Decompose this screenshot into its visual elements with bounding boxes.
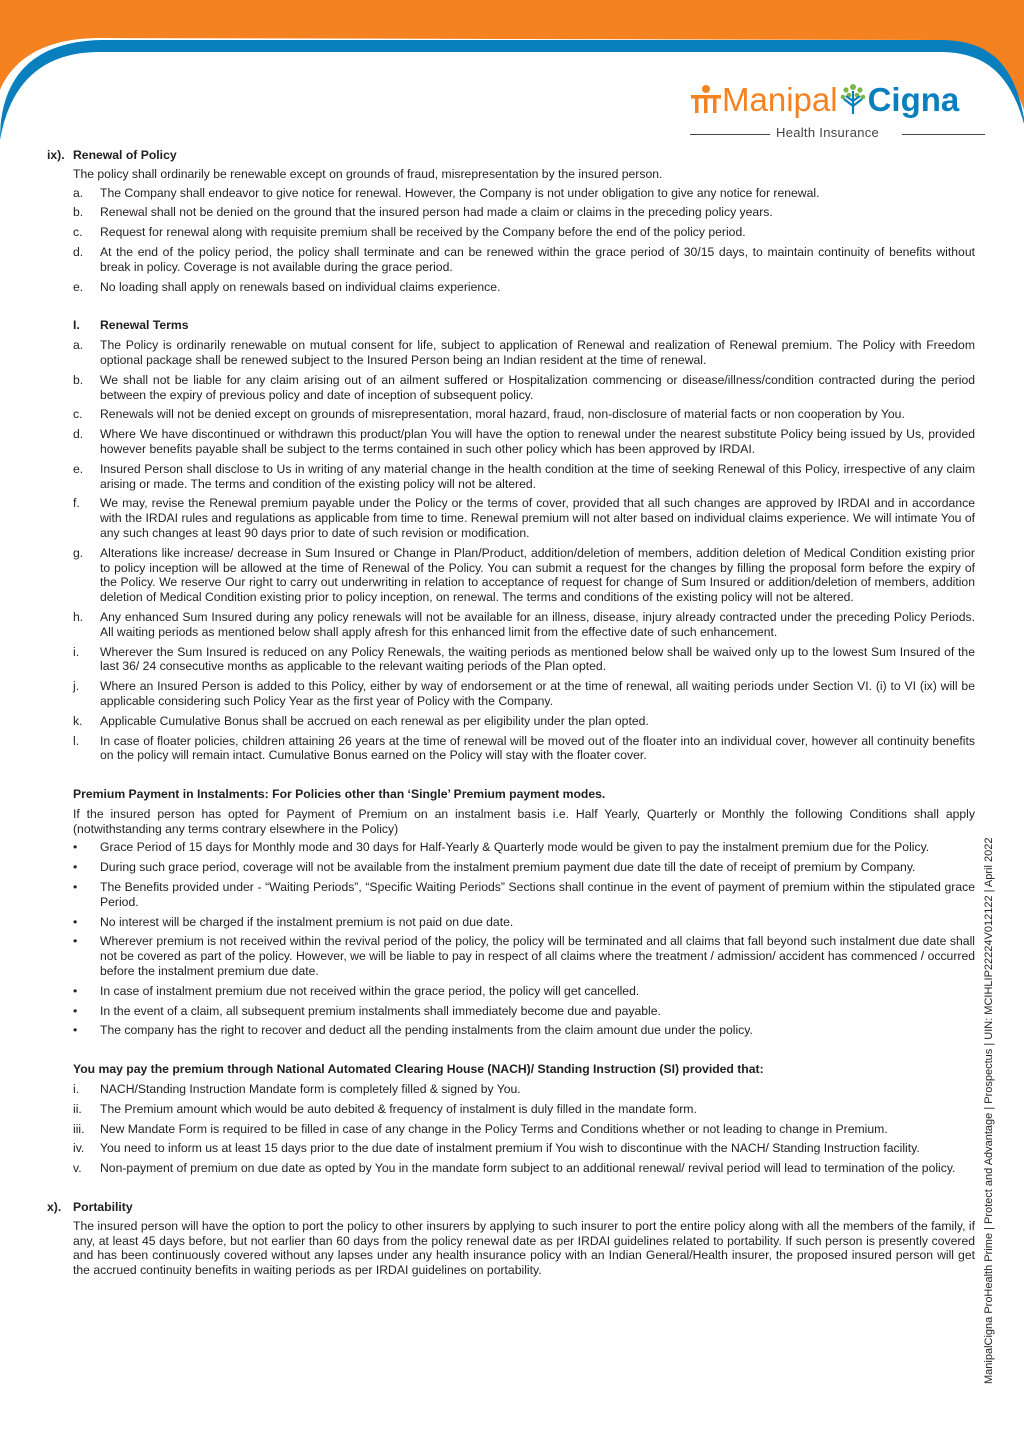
list-text: You need to inform us at least 15 days prior to the due date of instalment premium if You wish to discontinue with the NACH/ Standing Instruction facility. — [100, 1141, 920, 1156]
list-marker: • — [73, 983, 78, 998]
list-marker: b. — [73, 372, 84, 387]
list-marker: b. — [73, 205, 84, 220]
list-item — [47, 462, 975, 492]
list-marker: c. — [73, 407, 83, 422]
list-item — [47, 225, 975, 240]
list-text: The Policy is ordinarily renewable on mutual consent for life, subject to application of Renewal and realization of Renewal premium. The Policy with Freedom optional package shall be renewed subject to the Insured Person being an Indian resident at the time of renewal. — [100, 338, 975, 367]
list-marker: • — [73, 1023, 78, 1038]
section-title: Renewal of Policy — [73, 148, 177, 162]
list-item — [47, 714, 975, 729]
list-marker: i. — [73, 644, 80, 659]
list-text: Any enhanced Sum Insured during any policy renewals will not be available for an illness, disease, injury already contracted under the preceding Policy Periods. All waiting periods as mentioned below shall apply afresh for this enhanced limit from the effective date of such enhancement. — [100, 609, 975, 639]
list-item — [47, 934, 975, 978]
cigna-tree-icon — [840, 81, 866, 115]
list-item — [47, 1082, 975, 1097]
list-marker: h. — [73, 609, 84, 624]
list-text: During such grace period, coverage will not be available from the instalment premium payment due date till the date of receipt of premium by Company. — [100, 860, 916, 875]
list-text: NACH/Standing Instruction Mandate form is completely filled & signed by You. — [100, 1082, 521, 1097]
list-text: New Mandate Form is required to be filled in case of any change in the Policy Terms and Conditions whether or not leading to change in Premium. — [100, 1121, 888, 1136]
side-document-reference: ManipalCigna ProHealth Prime | Protect and Advantage | Prospectus | UIN: MCIHLIP22224V012122 | April 2022 — [983, 837, 995, 1384]
renewal-heading — [47, 148, 975, 163]
instalments-list — [47, 840, 975, 1038]
brand-logo — [690, 78, 990, 142]
brand-tagline: Health Insurance — [776, 125, 880, 140]
instalments-intro: If the insured person has opted for Payment of Premium on an instalment basis i.e. Half Yearly, Quarterly or Monthly the following Conditions shall apply (notwithstanding any terms contrary elsewhere in the Policy) — [73, 806, 975, 836]
list-text: Wherever the Sum Insured is reduced on any Policy Renewals, the waiting periods as mentioned below shall be waived only up to the lowest Sum Insured of the last 36/ 24 consecutive months as applicable to the relevant waiting periods of the Plan opted. — [100, 644, 975, 674]
list-text: Renewal shall not be denied on the ground that the insured person had made a claim or claims in the preceding policy years. — [100, 205, 773, 220]
list-marker: • — [73, 880, 78, 895]
list-marker: a. — [73, 338, 84, 353]
list-item — [47, 840, 975, 855]
list-text: The Company shall endeavor to give notice for renewal. However, the Company is not under obligation to give any notice for renewal. — [100, 185, 820, 200]
list-marker: ii. — [73, 1101, 82, 1116]
list-marker: • — [73, 934, 78, 949]
list-item — [47, 610, 975, 640]
list-marker: g. — [73, 545, 84, 560]
section-number: x). — [47, 1200, 62, 1215]
list-item — [47, 427, 975, 457]
list-marker: • — [73, 860, 78, 875]
list-text: At the end of the policy period, the policy shall terminate and can be renewed within the grace period of 30/15 days, to maintain continuity of benefits without break in policy. Coverage is not available during the grace period. — [100, 244, 975, 274]
list-text: In case of floater policies, children attaining 26 years at the time of renewal will be moved out of the floater into an individual cover, however all continuity benefits on the policy will remain intact. Cumulative Bonus earned on the Policy will stay with the floater cover. — [100, 733, 975, 763]
list-item — [47, 373, 975, 403]
list-marker: • — [73, 914, 78, 929]
nach-heading: You may pay the premium through National Automated Clearing House (NACH)/ Standing Instruction (SI) provided that: — [73, 1062, 764, 1077]
list-item — [47, 645, 975, 675]
renewal-intro: The policy shall ordinarily be renewable except on grounds of fraud, misrepresentation by the insured person. — [73, 166, 663, 181]
list-item — [47, 915, 975, 930]
list-item — [47, 880, 975, 910]
list-marker: f. — [73, 496, 80, 511]
document-body — [47, 148, 975, 1282]
list-marker: e. — [73, 279, 84, 294]
list-marker: a. — [73, 185, 84, 200]
list-marker: k. — [73, 713, 83, 728]
list-text: Renewals will not be denied except on grounds of misrepresentation, moral hazard, fraud, non-disclosure of material facts or non cooperation by You. — [100, 407, 905, 422]
list-item — [47, 1122, 975, 1137]
manipal-symbol-icon — [690, 84, 722, 114]
brand-name-manipal: Manipal — [722, 81, 838, 118]
instalments-heading: Premium Payment in Instalments: For Policies other than ‘Single’ Premium payment modes. — [73, 787, 606, 802]
list-item — [47, 338, 975, 368]
list-text: The company has the right to recover and deduct all the pending instalments from the claim amount due under the policy. — [100, 1023, 753, 1038]
section-title: Portability — [73, 1200, 133, 1215]
list-item — [47, 496, 975, 540]
list-item — [47, 679, 975, 709]
list-text: We shall not be liable for any claim arising out of an ailment suffered or Hospitalization commencing or disease/illness/condition contracted during the period between the expiry of previous policy and date of inception of subsequent policy. — [100, 372, 975, 402]
subsection-title: Renewal Terms — [100, 318, 189, 333]
list-marker: i. — [73, 1082, 80, 1097]
subsection-number: I. — [73, 318, 80, 333]
list-text: Applicable Cumulative Bonus shall be accrued on each renewal as per eligibility under the plan opted. — [100, 713, 649, 728]
portability-heading — [47, 1200, 975, 1215]
list-text: In case of instalment premium due not received within the grace period, the policy will get cancelled. — [100, 983, 640, 998]
list-item — [47, 734, 975, 764]
list-marker: v. — [73, 1161, 82, 1176]
renewal-terms-list — [47, 338, 975, 763]
list-marker: iv. — [73, 1141, 85, 1156]
list-text: Insured Person shall disclose to Us in writing of any material change in the health condition at the time of seeking Renewal of this Policy, irrespective of any claim arising or made. The terms and condition of the existing policy will not be altered. — [100, 461, 975, 491]
portability-text: The insured person will have the option to port the policy to other insurers by applying to such insurer to port the entire policy along with all the members of the family, if any, at least 45 days before, but not earlier than 60 days from the policy renewal date as per IRDAI guidelines related to portability. If such person is presently covered and has been continuously covered without any lapses under any health insurance policy with an Indian General/Health insurer, the proposed insured person will get the accrued continuity benefits in waiting periods as per IRDAI guidelines on portability. — [73, 1218, 975, 1278]
list-item — [47, 1004, 975, 1019]
list-marker: e. — [73, 461, 84, 476]
list-item — [47, 245, 975, 275]
list-marker: c. — [73, 225, 83, 240]
list-marker: j. — [73, 679, 80, 694]
list-text: Where an Insured Person is added to this Policy, either by way of endorsement or at the time of renewal, all waiting periods under Section VI. (i) to VI (ix) will be applicable considering such Policy Year as the first year of Policy with the Company. — [100, 679, 975, 708]
list-item — [47, 984, 975, 999]
brand-name-cigna: Cigna — [867, 81, 960, 118]
list-marker: d. — [73, 244, 84, 259]
list-text: Non-payment of premium on due date as opted by You in the mandate form subject to an additional renewal/ revival period will lead to termination of the policy. — [100, 1161, 956, 1176]
list-text: Request for renewal along with requisite premium shall be received by the Company before the end of the policy period. — [100, 225, 746, 240]
renewal-terms-heading — [47, 318, 975, 333]
list-item — [47, 280, 975, 295]
list-marker: iii. — [73, 1121, 85, 1136]
list-text: Where We have discontinued or withdrawn this product/plan You will have the option to renewal under the nearest substitute Policy being issued by Us, provided however benefits payable shall be subject to the terms contained in such other policy which has been approved by IRDAI. — [100, 427, 975, 456]
section-number: ix). — [47, 148, 65, 162]
list-text: Wherever premium is not received within the revival period of the policy, the policy will be terminated and all claims that fall beyond such instalment due date shall not be covered as part of the policy. However, we will be liable to pay in respect of all claims where the treatment / admission/ accident has commenced / occurred before the instalment premium due date. — [100, 934, 975, 979]
list-text: The Benefits provided under - “Waiting Periods”, “Specific Waiting Periods” Sections shall continue in the event of payment of premium within the stipulated grace Period. — [100, 880, 975, 909]
list-item — [47, 186, 975, 201]
list-text: No loading shall apply on renewals based on individual claims experience. — [100, 279, 501, 294]
list-marker: • — [73, 1003, 78, 1018]
list-item — [47, 205, 975, 220]
list-item — [47, 407, 975, 422]
list-text: In the event of a claim, all subsequent premium instalments shall immediately become due and payable. — [100, 1003, 661, 1018]
list-item — [47, 546, 975, 605]
list-text: Grace Period of 15 days for Monthly mode and 30 days for Half-Yearly & Quarterly mode would be given to pay the instalment premium due for the Policy. — [100, 840, 930, 855]
list-text: The Premium amount which would be auto debited & frequency of instalment is duly filled in the mandate form. — [100, 1101, 697, 1116]
list-marker: d. — [73, 427, 84, 442]
list-item — [47, 860, 975, 875]
list-marker: • — [73, 840, 78, 855]
list-marker: l. — [73, 733, 80, 748]
list-item — [47, 1023, 975, 1038]
list-item — [47, 1141, 975, 1156]
nach-list — [47, 1082, 975, 1176]
list-text: No interest will be charged if the instalment premium is not paid on due date. — [100, 914, 514, 929]
list-item — [47, 1161, 975, 1176]
list-text: We may, revise the Renewal premium payable under the Policy or the terms of cover, provided that all such changes are approved by IRDAI and in accordance with the IRDAI rules and regulations as applicable from time to time. Renewal premium will not alter based on individual claims experience. We will intimate You of any such changes at least 90 days prior to date of such revision or modification. — [100, 496, 975, 540]
list-text: Alterations like increase/ decrease in Sum Insured or Change in Plan/Product, addition/deletion of members, addition deletion of Medical Condition existing prior to policy inception will be allowed at the time of Renewal of the Policy. You can submit a request for the changes by filling the proposal form before the expiry of the Policy. We reserve Our right to carry out underwriting in relation to acceptance of request for change of Sum Insured or addition/deletion of members, addition deletion of Medical Condition existing prior to policy inception, on renewal. The terms and conditions of the existing policy will not be altered. — [100, 545, 975, 605]
renewal-list — [47, 186, 975, 295]
list-item — [47, 1102, 975, 1117]
